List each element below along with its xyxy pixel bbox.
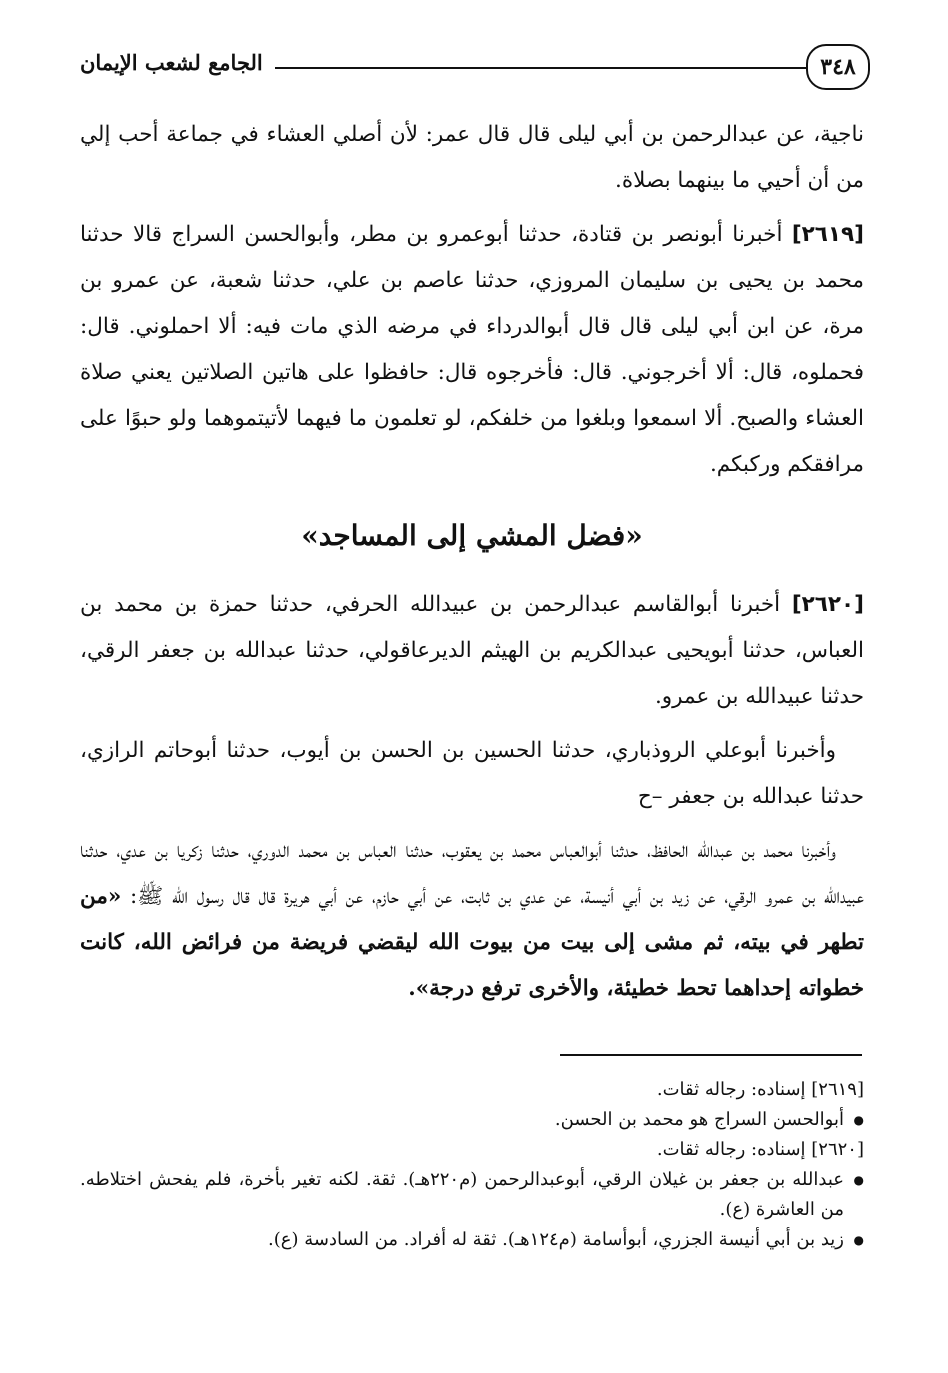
paragraph-4: وأخبرنا أبوعلي الروذباري، حدثنا الحسين بن الحسن بن أيوب، حدثنا أبوحاتم الرازي، حدثنا عبدالله بن جعفر –ح — [80, 738, 864, 809]
footnote-2620-item-1: ● عبدالله بن جعفر بن غيلان الرقي، أبوعبدالرحمن (م٢٢٠هـ). ثقة. لكنه تغير بأخرة، فلم يفحش اختلاطه. من العاشرة (ع). — [80, 1165, 864, 1225]
paragraph-2620-text: أخبرنا أبوالقاسم عبدالرحمن بن عبيدالله الحرفي، حدثنا حمزة بن محمد بن العباس، حدثنا أبويحيى عبدالكريم بن الهيثم الديرعاقولي، حدثنا عبدالله بن جعفر الرقي، حدثنا عبيدالله بن عمرو. — [80, 592, 864, 709]
footnote-2619-item: ● أبوالحسن السراج هو محمد بن الحسن. — [80, 1105, 864, 1135]
paragraph-2619-text: أخبرنا أبونصر بن قتادة، حدثنا أبوعمرو بن مطر، وأبوالحسن السراج قالا حدثنا محمد بن يحيى بن سليمان المروزي، حدثنا عاصم بن علي، حدثنا شعبة، عن عمرو بن مرة، عن ابن أبي ليلى قال قال أبوالدرداء في مرضه الذي مات فيه: ألا احملوني. قال: فحملوه، قال: ألا أخرجوني. قال: فأخرجوه قال: حافظوا على هاتين الصلاتين يعني صلاة العشاء والصبح. ألا اسمعوا وبلغوا من خلفكم، لو تعلمون ما فيهما لأتيتموهما ولو حبوًا على مرافقكم وركبكم. — [80, 222, 864, 477]
footnote-2620-item-2: ● زيد بن أبي أنيسة الجزري، أبوأسامة (م١٢٤هـ). ثقة له أفراد. من السادسة (ع). — [80, 1225, 864, 1255]
footnote-2619: [٢٦١٩] إسناده: رجاله ثقات. — [656, 1079, 864, 1100]
header-rule — [275, 67, 808, 69]
running-title: الجامع لشعب الإيمان — [80, 50, 263, 75]
footnote-2620: [٢٦٢٠] إسناده: رجاله ثقات. — [656, 1139, 864, 1160]
page-header — [80, 44, 870, 94]
section-title: «فضل المشي إلى المساجد» — [301, 519, 643, 552]
paragraph-5-text: وأخبرنا محمد بن عبدالله الحافظ، حدثنا أبوالعباس محمد بن يعقوب، حدثنا العباس بن محمد الدوري، حدثنا زكريا بن عدي، حدثنا عبيدالله بن عمرو الرقي، عن زيد بن أبي أنيسة، عن عدي بن ثابت، عن أبي حازم، عن أبي هريرة قال قال رسول الله ﷺ: — [80, 838, 864, 909]
hadith-number-2619: [٢٦١٩] — [791, 222, 864, 247]
paragraph-2619 — [80, 212, 864, 488]
page-number: ٣٤٨ — [806, 44, 870, 90]
footnotes — [80, 1075, 864, 1255]
hadith-text: «من تطهر في بيته، ثم مشى إلى بيت من بيوت الله ليقضي فريضة من فرائض الله، كانت خطواته إحداهما تحط خطيئة، والأخرى ترفع درجة». — [80, 884, 864, 1001]
paragraph-5 — [80, 828, 864, 1012]
footnote-rule — [560, 1054, 862, 1056]
paragraph-1: ناجية، عن عبدالرحمن بن أبي ليلى قال قال عمر: لأن أصلي العشاء في جماعة أحب إلي من أن أحيي ما بينهما بصلاة. — [80, 122, 864, 193]
paragraph-2620 — [80, 582, 864, 720]
hadith-number-2620: [٢٦٢٠] — [791, 592, 864, 617]
main-text — [80, 112, 864, 1020]
